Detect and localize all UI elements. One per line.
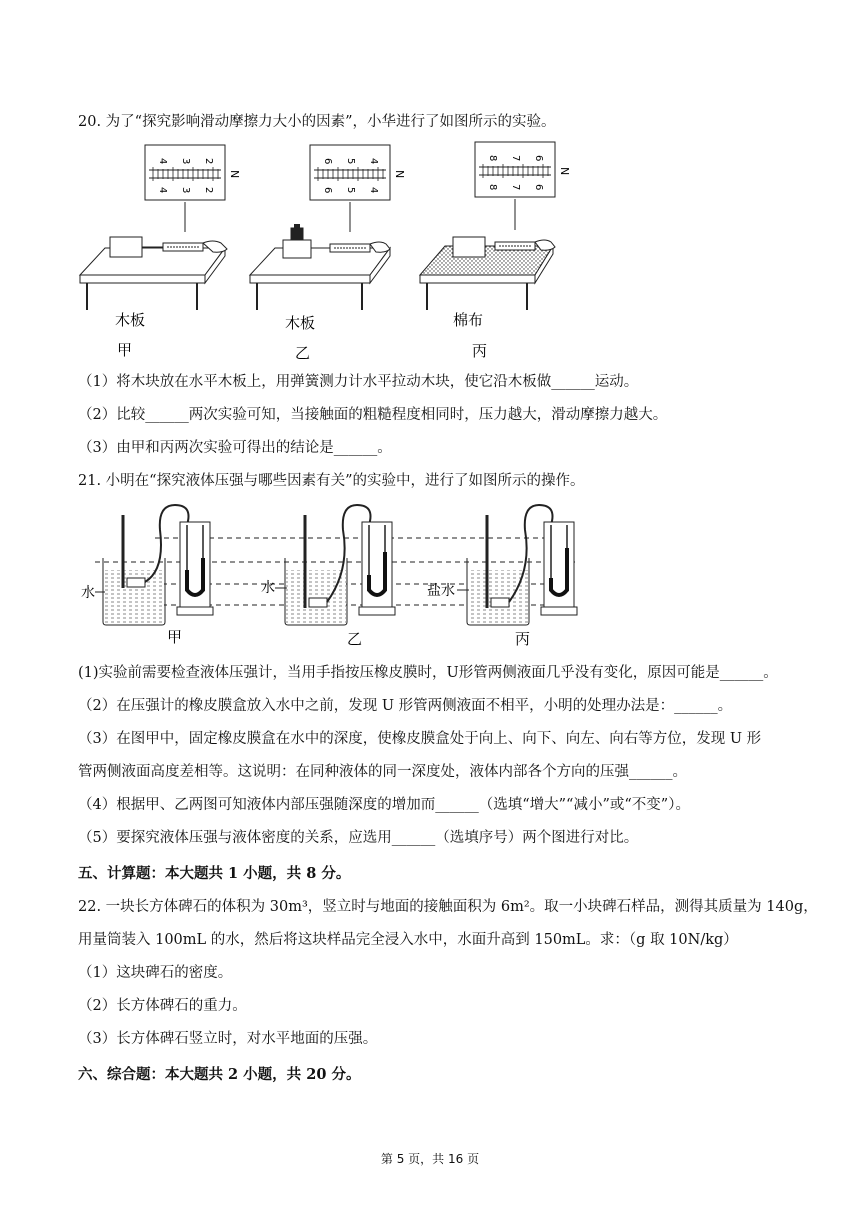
unit-label: N	[228, 170, 241, 179]
panel-label-yi: 乙	[295, 344, 311, 362]
q22-line-1: 22. 一块长方体碑石的体积为 30m³，竖立时与地面的接触面积为 6m²。取一小块碑石样品，测得其质量为 140g，	[78, 899, 818, 915]
surface-label-bing: 棉布	[453, 311, 484, 329]
panel-jia	[80, 145, 241, 359]
q20-item-3: （3）由甲和丙两次实验可得出的结论是______。	[78, 440, 392, 456]
scale-top-label: 7	[510, 155, 521, 162]
q21-item-5: （5）要探究液体压强与液体密度的关系，应选用______（选填序号）两个图进行对比。	[78, 830, 639, 846]
panel-label-bing: 丙	[472, 342, 488, 360]
scale-top-label: 4	[157, 158, 168, 165]
q22-item-1: （1）这块碑石的密度。	[78, 965, 233, 981]
panel-jia-pressure	[81, 505, 213, 646]
q21-item-3: （3）在图甲中，固定橡皮膜盒在水中的深度，使橡皮膜盒处于向上、向下、向左、向右等方位，发现 U 形	[78, 731, 762, 747]
scale-top-label: 4	[368, 158, 379, 165]
q20-stem: 20. 为了“探究影响滑动摩擦力大小的因素”，小华进行了如图所示的实验。	[78, 114, 556, 130]
liquid-pressure-figure	[75, 500, 595, 650]
q21-item-2: （2）在压强计的橡皮膜盒放入水中之前，发现 U 形管两侧液面不相平，小明的处理办法是：______。	[78, 698, 733, 714]
surface-label-yi: 木板	[285, 314, 316, 332]
scale-top-label: 6	[322, 158, 333, 165]
q22-item-3: （3）长方体碑石竖立时，对水平地面的压强。	[78, 1031, 378, 1047]
panel-label-jia: 甲	[117, 341, 133, 359]
unit-label: N	[558, 167, 571, 176]
panel-label-jia-pressure: 甲	[167, 628, 183, 646]
panel-label-bing-pressure: 丙	[515, 630, 531, 648]
scale-bottom-label: 5	[345, 187, 356, 194]
q21-item-4: （4）根据甲、乙两图可知液体内部压强随深度的增加而______（选填“增大”“减小”或“不变”）。	[78, 797, 690, 813]
friction-experiment-figure	[75, 140, 595, 365]
q22-line-2: 用量筒装入 100mL 的水，然后将这块样品完全浸入水中，水面升高到 150mL。求：（g 取 10N/kg）	[78, 932, 738, 948]
panel-bing-pressure	[427, 505, 577, 648]
scale-top-label: 5	[345, 158, 356, 165]
q21-item-3-cont: 管两侧液面高度差相等。这说明：在同种液体的同一深度处，液体内部各个方向的压强______。	[78, 764, 687, 780]
q20-item-1: （1）将木块放在水平木板上，用弹簧测力计水平拉动木块，使它沿木板做______运动。	[78, 374, 639, 390]
panel-bing	[420, 142, 571, 360]
scale-top-label: 3	[180, 158, 191, 165]
scale-bottom-label: 4	[368, 187, 379, 194]
scale-bottom-label: 4	[157, 187, 168, 194]
scale-bottom-label: 6	[322, 187, 333, 194]
panel-yi-pressure	[261, 505, 395, 648]
liquid-label-bing: 盐水	[427, 583, 455, 599]
spring-scale-jia	[145, 145, 241, 232]
scale-top-label: 8	[487, 155, 498, 162]
scale-bottom-label: 2	[203, 187, 214, 194]
section-6-heading: 六、综合题：本大题共 2 小题，共 20 分。	[78, 1066, 361, 1083]
q21-item-1: (1)实验前需要检查液体压强计，当用手指按压橡皮膜时，U形管两侧液面几乎没有变化，原因可能是______。	[78, 665, 778, 681]
section-5-heading: 五、计算题：本大题共 1 小题，共 8 分。	[78, 865, 351, 882]
scale-bottom-label: 8	[487, 184, 498, 191]
liquid-label-jia: 水	[81, 585, 95, 601]
scale-bottom-label: 6	[533, 184, 544, 191]
panel-label-yi-pressure: 乙	[347, 630, 363, 648]
panel-yi	[250, 145, 406, 362]
scale-top-label: 2	[203, 158, 214, 165]
scale-bottom-label: 3	[180, 187, 191, 194]
weight-icon	[291, 228, 303, 240]
page-footer: 第 5 页，共 16 页	[380, 1152, 480, 1166]
scale-top-label: 6	[533, 155, 544, 162]
q21-stem: 21. 小明在“探究液体压强与哪些因素有关”的实验中，进行了如图所示的操作。	[78, 473, 585, 489]
q20-item-2: （2）比较______两次实验可知，当接触面的粗糙程度相同时，压力越大，滑动摩擦力越大。	[78, 407, 668, 423]
surface-label-jia: 木板	[115, 311, 146, 329]
q22-item-2: （2）长方体碑石的重力。	[78, 998, 247, 1014]
scale-bottom-label: 7	[510, 184, 521, 191]
liquid-label-yi: 水	[261, 580, 275, 596]
unit-label: N	[393, 170, 406, 179]
